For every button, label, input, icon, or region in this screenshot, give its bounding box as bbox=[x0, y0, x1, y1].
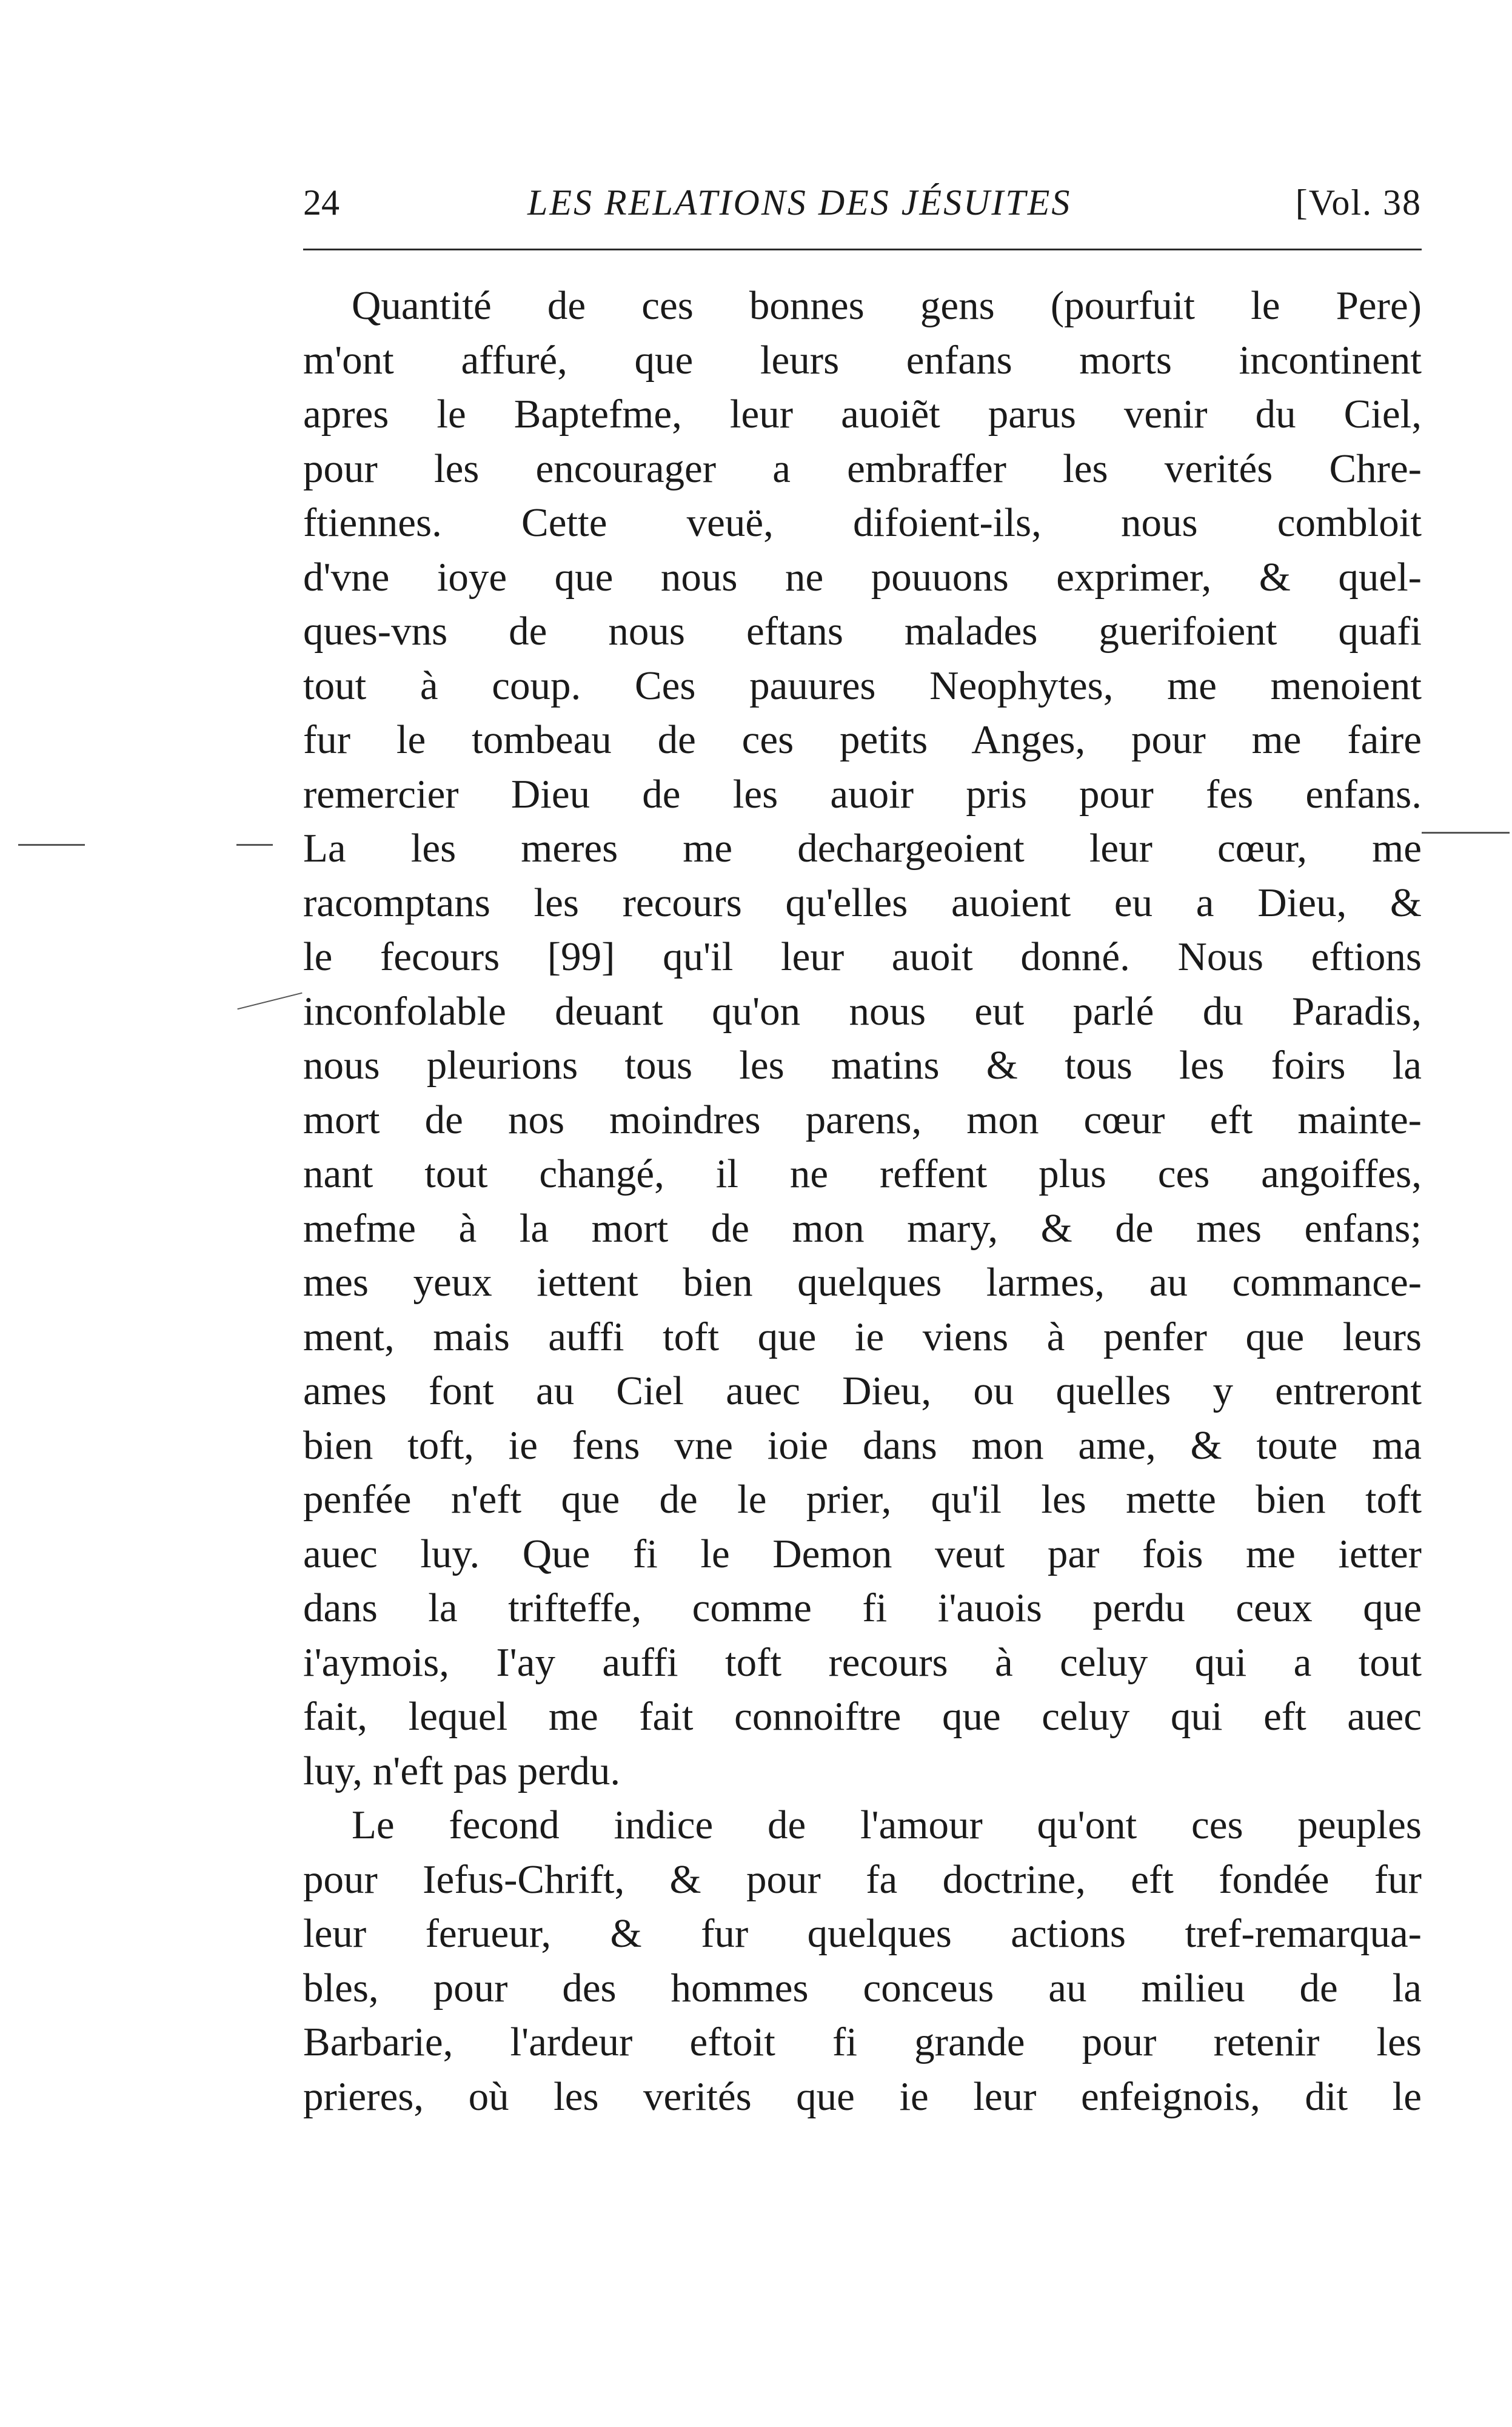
text-line: remercier Dieu de les auoir pris pour fes enfans. bbox=[303, 771, 1422, 817]
text-line: Barbarie, l'ardeur eftoit fi grande pour retenir les bbox=[303, 2020, 1422, 2064]
text-line: dans la trifteffe, comme fi i'auois perdu ceux que bbox=[303, 1585, 1422, 1630]
volume-reference: [Vol. 38 bbox=[1295, 182, 1422, 223]
text-line: nant tout changé, il ne reffent plus ces angoiffes, bbox=[303, 1151, 1422, 1196]
text-line: apres le Baptefme, leur auoiẽt parus venir du Ciel, bbox=[303, 392, 1422, 437]
text-line: luy, n'eft pas perdu. bbox=[303, 1748, 621, 1793]
text-line: d'vne ioye que nous ne pouuons exprimer, & quel- bbox=[303, 554, 1422, 600]
text-line: ftiennes. Cette veuë, difoient-ils, nous combloit bbox=[303, 500, 1422, 545]
body-text bbox=[303, 279, 1422, 2124]
text-line: ment, mais auffi toft que ie viens à penfer que leurs bbox=[303, 1314, 1422, 1359]
text-line: racomptans les recours qu'elles auoient eu a Dieu, & bbox=[303, 880, 1422, 925]
text-line: ames font au Ciel auec Dieu, ou quelles y entreront bbox=[303, 1368, 1422, 1413]
text-line: La les meres me dechargeoient leur cœur, me bbox=[303, 826, 1422, 871]
paragraph-1 bbox=[303, 279, 1422, 1798]
scan-artifact bbox=[236, 844, 273, 846]
paragraph-2 bbox=[303, 1798, 1422, 2124]
text-line: bles, pour des hommes conceus au milieu de la bbox=[303, 1965, 1422, 2010]
text-line: penfée n'eft que de le prier, qu'il les mette bien toft bbox=[303, 1477, 1422, 1522]
text-line: tout à coup. Ces pauures Neophytes, me menoient bbox=[303, 663, 1422, 708]
running-title: LES RELATIONS DES JÉSUITES bbox=[527, 182, 1072, 223]
text-line: i'aymois, I'ay auffi toft recours à celuy qui a tout bbox=[303, 1639, 1422, 1685]
text-line: prieres, où les verités que ie leur enfeignois, dit le bbox=[303, 2074, 1422, 2119]
scan-artifact bbox=[18, 844, 85, 846]
text-line: leur ferueur, & fur quelques actions tref-remarqua- bbox=[303, 1911, 1422, 1956]
text-line: inconfolable deuant qu'on nous eut parlé du Paradis, bbox=[303, 988, 1422, 1034]
running-head bbox=[303, 182, 1422, 230]
text-line: bien toft, ie fens vne ioie dans mon ame, & toute ma bbox=[303, 1422, 1422, 1468]
text-line: pour Iefus-Chrift, & pour fa doctrine, eft fondée fur bbox=[303, 1856, 1422, 1902]
page-number: 24 bbox=[303, 182, 340, 223]
text-line: Le fecond indice de l'amour qu'ont ces peuples bbox=[352, 1803, 1422, 1847]
text-line: m'ont affuré, que leurs enfans morts incontinent bbox=[303, 337, 1422, 383]
text-line: le fecours [99] qu'il leur auoit donné. Nous eftions bbox=[303, 934, 1422, 979]
text-line: fait, lequel me fait connoiftre que celuy qui eft auec bbox=[303, 1694, 1422, 1739]
text-line: fur le tombeau de ces petits Anges, pour me faire bbox=[303, 717, 1422, 762]
scan-artifact bbox=[237, 993, 302, 1010]
text-line: ques-vns de nous eftans malades guerifoient quafi bbox=[303, 609, 1422, 654]
text-line: auec luy. Que fi le Demon veut par fois me ietter bbox=[303, 1531, 1422, 1576]
text-line: Quantité de ces bonnes gens (pourfuit le Pere) bbox=[352, 283, 1422, 328]
text-line: nous pleurions tous les matins & tous les foirs la bbox=[303, 1043, 1422, 1088]
text-line: pour les encourager a embraffer les verités Chre- bbox=[303, 446, 1422, 491]
scan-artifact bbox=[1422, 832, 1510, 834]
text-line: mes yeux iettent bien quelques larmes, au commance- bbox=[303, 1260, 1422, 1305]
header-rule bbox=[303, 249, 1422, 250]
text-line: mefme à la mort de mon mary, & de mes enfans; bbox=[303, 1205, 1422, 1251]
text-line: mort de nos moindres parens, mon cœur eft mainte- bbox=[303, 1097, 1422, 1142]
